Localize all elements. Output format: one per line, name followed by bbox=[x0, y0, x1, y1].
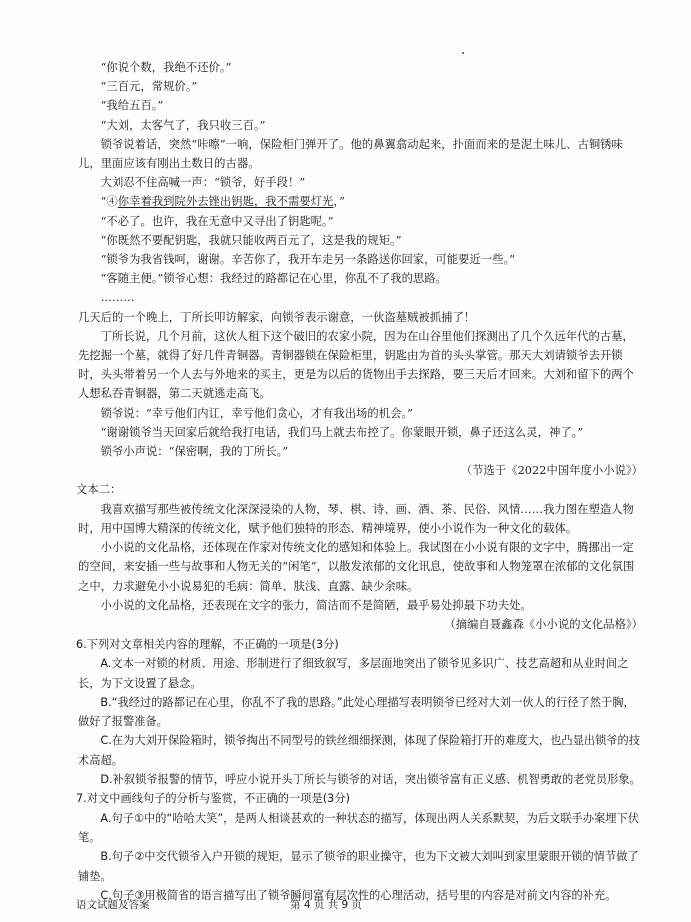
essay-paragraph: 我喜欢描写那些被传统文化深深浸染的人物，琴、棋、诗、画、酒、茶、民俗、风情……我力图在塑造人物时，用中国博大精深的传统文化，赋予他们独特的形态、精神境界，使小小说作为一种文化的载体。 bbox=[78, 502, 634, 535]
answer-option: B.句子②中交代锁爷入户开锁的规矩，显示了锁爷的职业操守，也为下文被大刘叫到家里蒙眼开锁的情节做了铺垫。 bbox=[78, 850, 639, 883]
dialog-line: “大刘，太客气了，我只收三百。” bbox=[100, 118, 266, 132]
dialog-line: “我给五百。” bbox=[100, 99, 164, 113]
essay-paragraph: 小小说的文化品格，还表现在文字的张力，简洁而不是简陋，最乎易处抑最下功夫处。 bbox=[100, 598, 532, 612]
speck-mark bbox=[462, 52, 464, 54]
story-paragraph: 锁爷说着话，突然“咔嚓”一响，保险柜门弹开了。他的鼻翼翕动起来，扑面而来的是泥土味儿、古铜锈味儿，里面应该有刚出土数日的古器。 bbox=[78, 137, 623, 171]
story-paragraph: 大刘忍不住高喊一声：“锁爷，好手段！” bbox=[100, 176, 306, 190]
story-paragraph: 丁所长说，几个月前，这伙人租下这个破旧的农家小院，因为在山谷里他们探测出了几个久远年代的古墓，先挖掘一个墓，就得了好几件青铜器。青铜器锁在保险柜里，钥匙由为首的头头掌管。那天大刘请锁爷去开锁时，头头带着另一个人去与外地来的买主，更是为以后的货物出手去探路，要三天后才回来。大刘和留下的两个人想私吞青铜器，第二天就逃走高飞。 bbox=[78, 329, 635, 401]
story-paragraph: “锁爷为我省钱呵，谢谢。辛苦你了，我开车走另一条路送你回家，可能要近一些。” bbox=[100, 253, 516, 267]
sentence-tail: ，” bbox=[333, 195, 345, 209]
text-two-label: 文本二： bbox=[76, 483, 122, 497]
source-citation: （节选于《2022中国年度小小说》） bbox=[460, 464, 643, 478]
answer-option: A.句子①中的“哈哈大笑”，是两人相谈甚欢的一种状态的描写，体现出两人关系默契，为后文联手办案埋下伏笔。 bbox=[78, 811, 639, 844]
story-paragraph: “客随主便。”锁爷心想：我经过的路都记在心里，你乱不了我的思路。 bbox=[100, 272, 448, 286]
answer-option: A.文本一对锁的材质、用途、形制进行了细致叙写，多层面地突出了锁爷见多识广、技艺高超和从业时间之长，为下文设置了悬念。 bbox=[78, 657, 629, 690]
underlined-text: 你幸着我到院外去锉出钥匙，我不需要灯光 bbox=[117, 195, 334, 209]
answer-option: B.“我经过的路都记在心里，你乱不了我的思路。”此处心理描写表明锁爷已经对大刘一伙人的行径了然于胸，做好了报警准备。 bbox=[78, 695, 635, 729]
source-citation: （摘编自聂鑫森《小小说的文化品格》） bbox=[444, 617, 643, 631]
text-two bbox=[78, 480, 643, 635]
story-paragraph: 锁爷说：“幸亏他们内讧，幸亏他们贪心，才有我出场的机会。” bbox=[100, 406, 413, 420]
text-one bbox=[78, 58, 643, 481]
answer-option: D.补叙锁爷报警的情节，呼应小说开头丁所长与锁爷的对话，突出锁爷富有正义感、机智勇敢的老党员形象。 bbox=[100, 773, 641, 787]
essay-paragraph: 小小说的文化品格，还体现在作家对传统文化的感知和体验上。我试图在小小说有限的文字中，腾挪出一定的空间，来安插一些与故事和人物无关的“闲笔”，以散发浓郁的文化讯息，使故事和人物笼罩在浓郁的文化氛围之中，力求避免小小说易犯的毛病：简单、肤浅、直露、缺少余味。 bbox=[78, 541, 635, 593]
footer-title: 语文试题及答案 bbox=[76, 899, 150, 911]
story-paragraph: “不必了。也许，我在无意中又寻出了钥匙呢。” bbox=[100, 214, 334, 228]
ellipsis-line: ……… bbox=[100, 291, 135, 305]
story-paragraph: “你既然不要配钥匙，我就只能收两百元了，这是我的规矩。” bbox=[100, 233, 402, 247]
dialog-line: “三百元，常规价。” bbox=[100, 80, 198, 94]
sentence-number: “④ bbox=[100, 195, 118, 209]
dialog-line: “你说个数，我绝不还价。” bbox=[100, 61, 232, 74]
questions bbox=[78, 635, 643, 905]
underlined-sentence-4 bbox=[78, 192, 643, 211]
answer-option: C.句子③用极简省的语言描写出了锁爷瞬间富有层次性的心理活动，括号里的内容是对前文内容的补充。 bbox=[100, 888, 617, 902]
answer-option: C.在为大刘开保险箱时，锁爷掏出不同型号的铁丝细细探测，体现了保险箱打开的难度大，也凸显出锁爷的技术高超。 bbox=[78, 734, 641, 767]
question-stem: 6.下列对文章相关内容的理解，不正确的一项是(3分) bbox=[76, 637, 339, 651]
story-paragraph: “谢谢锁爷当天回家后就给我打电话，我们马上就去布控了。你蒙眼开锁，鼻子还这么灵，神了。” bbox=[100, 425, 584, 439]
story-paragraph: 锁爷小声说：“保密啊，我的丁所长。” bbox=[100, 445, 289, 459]
page-number: 第 4 页 共 9 页 bbox=[290, 899, 363, 911]
question-stem: 7.对文中画线句子的分析与鉴赏，不正确的一项是(3分) bbox=[76, 792, 350, 806]
story-paragraph: 几天后的一个晚上，丁所长叩访解家，向锁爷表示谢意，一伙盗墓贼被抓捕了！ bbox=[78, 310, 476, 324]
